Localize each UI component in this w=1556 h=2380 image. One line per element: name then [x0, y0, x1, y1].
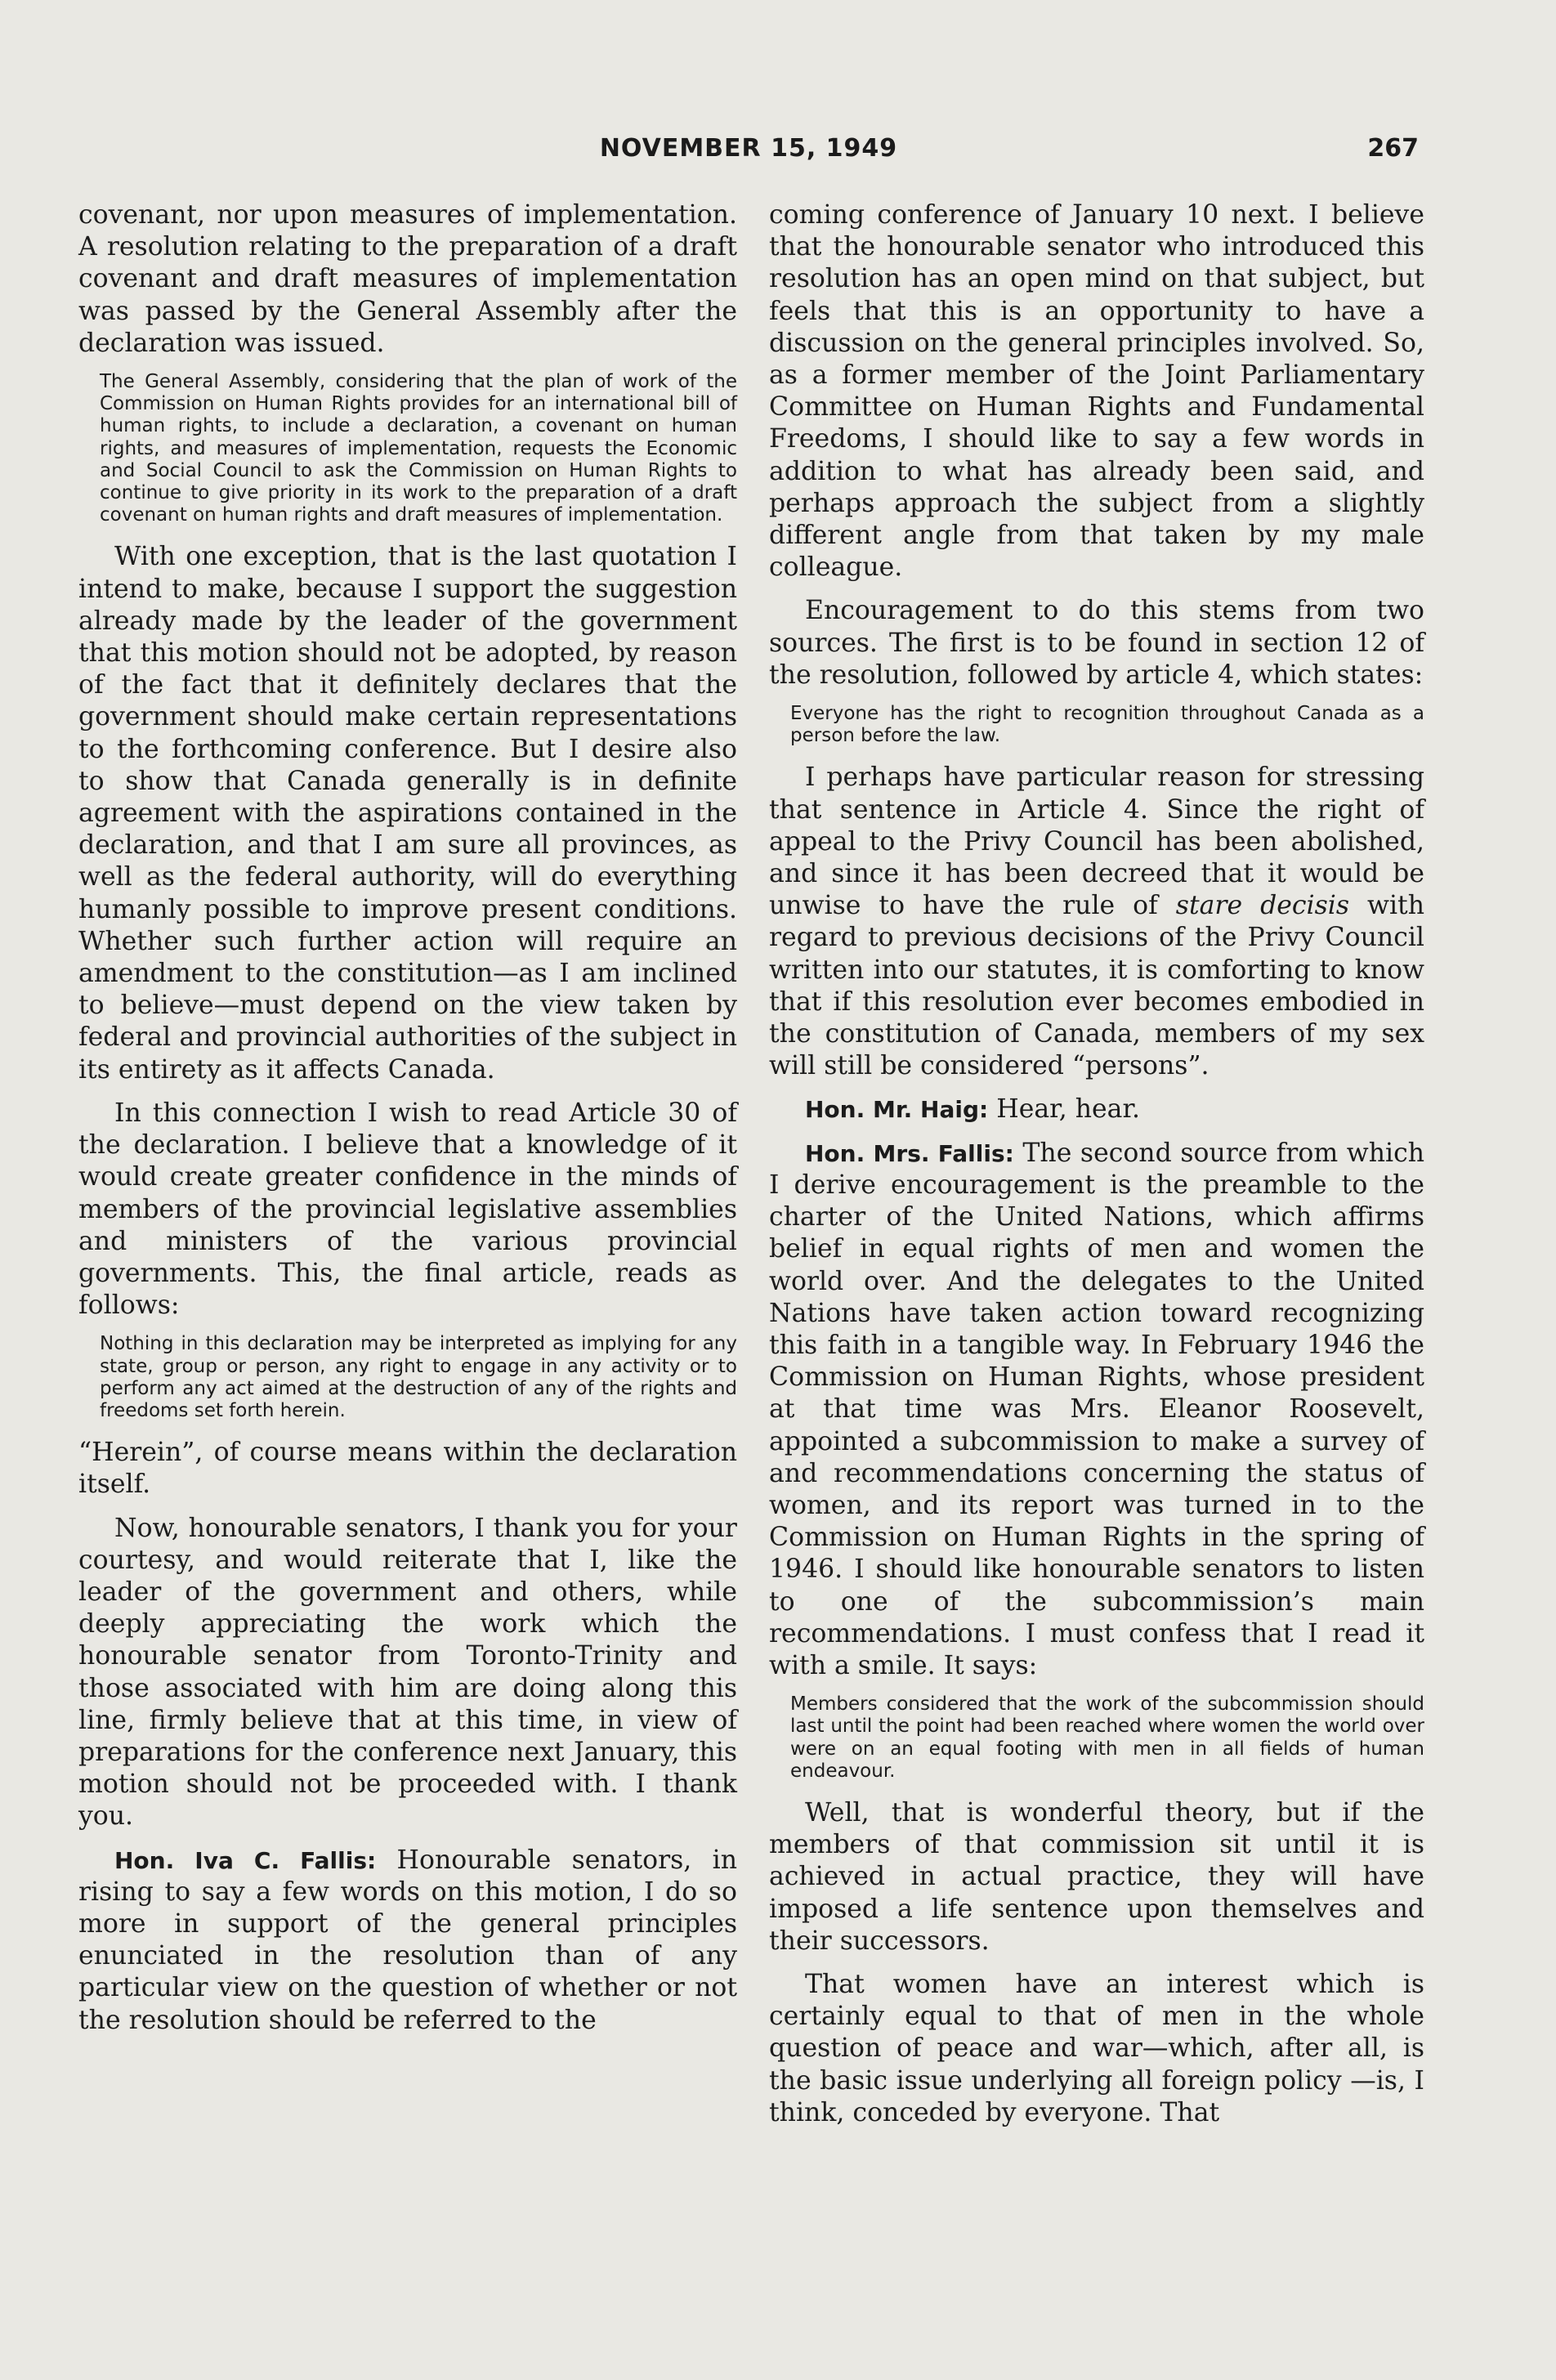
paragraph-text: with regard to previous decisions of the Privy Council written into our statutes, it is comforting to know that if this resolution ever becomes embodied in the constitution of Canada, members of my sex will still be considered “persons”.	[769, 891, 1424, 1081]
right-column	[769, 199, 1424, 2141]
paragraph: With one exception, that is the last quotation I intend to make, because I support the suggestion already made by the leader of the government that this motion should not be adopted, by reason of the fact that it definitely declares that the government should make certain representations to the forthcoming conference. But I desire also to show that Canada generally is in definite agreement with the aspirations contained in the declaration, and that I am sure all provinces, as well as the federal authority, will do everything humanly possible to improve present conditions. Whether such further action will require an amendment to the constitution—as I am inclined to believe—must depend on the view taken by federal and provincial authorities of the subject in its entirety as it affects Canada.	[78, 542, 737, 1085]
speech-paragraph	[769, 1138, 1424, 1682]
speech-text: Honourable senators, in rising to say a few words on this motion, I do so more in support of the general principles enunciated in the resolution than of any particular view on the question of whether or not the resolution should be referred to the	[78, 1845, 737, 2035]
speech-paragraph	[78, 1845, 737, 2037]
speaker-name: Hon. Mr. Haig:	[805, 1096, 989, 1124]
speech-text: The second source from which I derive encouragement is the preamble to the charter of the United Nations, which affirms belief in equal rights of men and women the world over. And the delegates to the United Nations have taken action toward recognizing this faith in a tangible way. In February 1946 the Commission on Human Rights, whose president at that time was Mrs. Eleanor Roosevelt, appointed a subcommission to make a survey of and recommendations concerning the status of women, and its report was turned in to the Commission on Human Rights in the spring of 1946. I should like honourable senators to listen to one of the subcommission’s main recommendations. I must confess that I read it with a smile. It says:	[769, 1138, 1424, 1680]
block-quote: Everyone has the right to recognition throughout Canada as a person before the law.	[790, 703, 1424, 747]
block-quote: Members considered that the work of the subcommission should last until the point had been reached where women the world over were on an equal footing with men in all fields of human endeavour.	[790, 1693, 1424, 1782]
speech-paragraph	[769, 1094, 1424, 1125]
speech-text: Hear, hear.	[988, 1094, 1141, 1125]
block-quote: The General Assembly, considering that the plan of work of the Commission on Human Rights provides for an international bill of human rights, to include a declaration, a covenant on human rights, and measures of implementation, requests the Economic and Social Council to ask the Commission on Human Rights to continue to give priority in its work to the preparation of a draft covenant on human rights and draft measures of implementation.	[100, 371, 737, 526]
header-date: NOVEMBER 15, 1949	[599, 134, 898, 163]
paragraph: covenant, nor upon measures of implementation. A resolution relating to the preparation of a draft covenant and draft measures of implementation was passed by the General Assembly after the declaration was issued.	[78, 200, 737, 358]
paragraph: “Herein”, of course means within the declaration itself.	[78, 1438, 737, 1500]
paragraph: coming conference of January 10 next. I believe that the honourable senator who introduced this resolution has an open mind on that subject, but feels that this is an opportunity to have a discussion on the general principles involved. So, as a former member of the Joint Parliamentary Committee on Human Rights and Fundamental Freedoms, I should like to say a few words in addition to what has already been said, and perhaps approach the subject from a slightly different angle from that taken by my male colleague.	[769, 200, 1424, 583]
paragraph: In this connection I wish to read Article 30 of the declaration. I believe that a knowledge of it would create greater confidence in the minds of members of the provincial legislative assemblies and ministers of the various provincial governments. This, the final article, reads as follows:	[78, 1098, 737, 1321]
paragraph: Well, that is wonderful theory, but if the members of that commission sit until it is achieved in actual practice, they will have imposed a life sentence upon themselves and their successors.	[769, 1797, 1424, 1956]
latin-term: stare decisis	[1175, 891, 1350, 921]
block-quote: Nothing in this declaration may be interpreted as implying for any state, group or person, any right to engage in any activity or to perform any act aimed at the destruction of any of the rights and freedoms set forth herein.	[100, 1333, 737, 1421]
paragraph: Encouragement to do this stems from two sources. The first is to be found in section 12 of the resolution, followed by article 4, which states:	[769, 596, 1424, 690]
paragraph: Now, honourable senators, I thank you for your courtesy, and would reiterate that I, like the leader of the government and others, while deeply appreciating the work which the honourable senator from Toronto-Trinity and those associated with him are doing along this line, firmly believe that at this time, in view of preparations for the conference next January, this motion should not be proceeded with. I thank you.	[78, 1513, 737, 1832]
paragraph: That women have an interest which is certainly equal to that of men in the whole question of peace and war—which, after all, is the basic issue underlying all foreign policy —is, I think, conceded by everyone. That	[769, 1969, 1424, 2127]
left-column	[78, 199, 737, 2048]
speaker-name: Hon. Iva C. Fallis:	[114, 1846, 377, 1874]
page-header	[78, 131, 1419, 172]
paragraph	[769, 762, 1424, 1082]
speaker-name: Hon. Mrs. Fallis:	[805, 1139, 1014, 1167]
paragraph-text: I perhaps have particular reason for stressing that sentence in Article 4. Since the right of appeal to the Privy Council has been abolished, and since it has been decreed that it would be unwise to have the rule of	[769, 763, 1424, 921]
page-number: 267	[1367, 134, 1419, 163]
